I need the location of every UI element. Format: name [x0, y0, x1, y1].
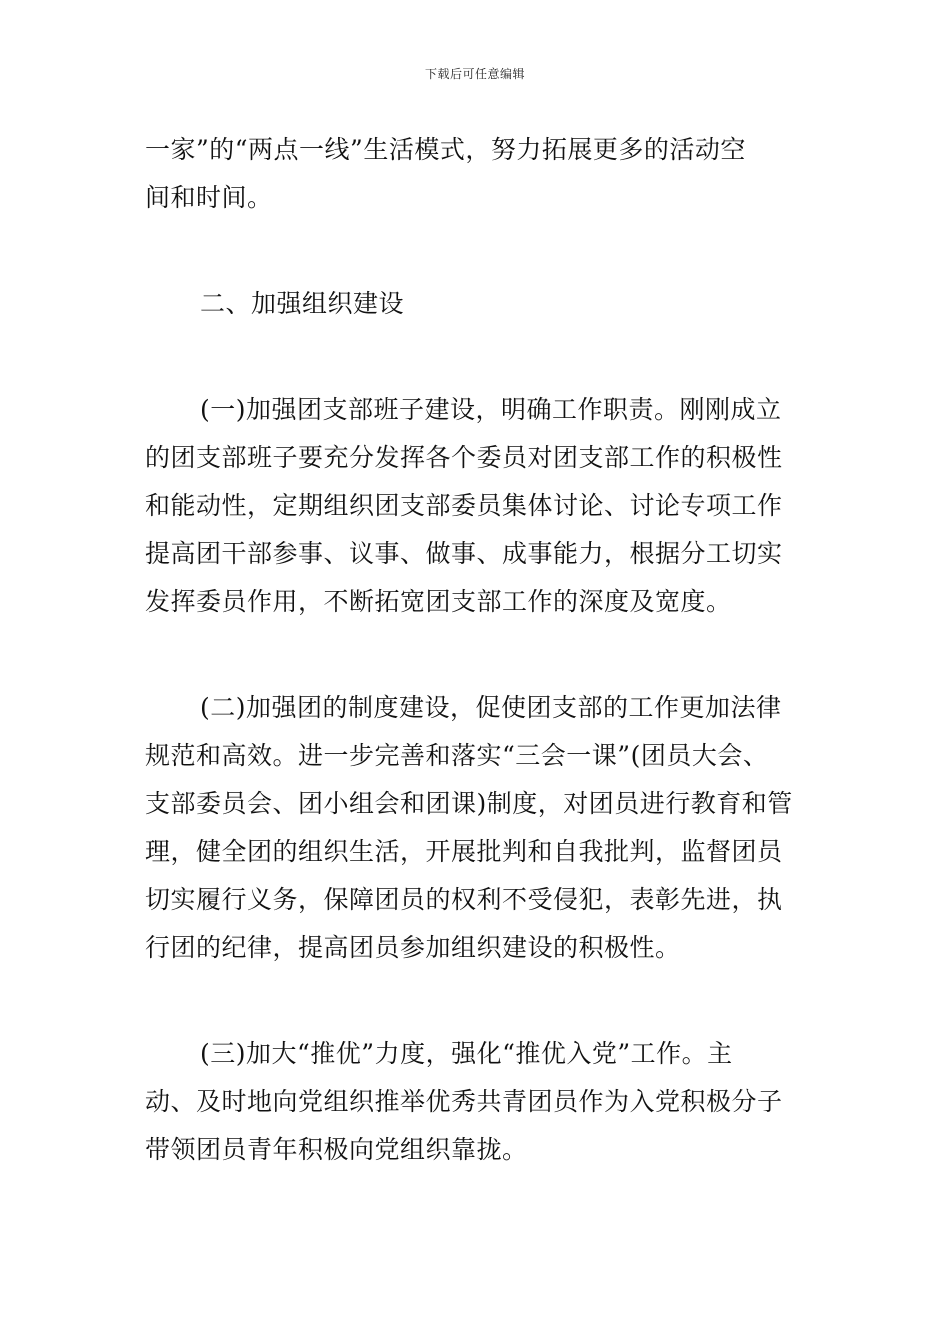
- text-line: 理，健全团的组织生活，开展批判和自我批判，监督团员: [145, 837, 783, 866]
- text-line: (一)加强团支部班子建设，明确工作职责。刚刚成立: [200, 395, 782, 424]
- text-line: 动、及时地向党组织推举优秀共青团员作为入党积极分子: [145, 1087, 783, 1116]
- text-line: 支部委员会、团小组会和团课)制度，对团员进行教育和管: [145, 789, 793, 818]
- text-line: 一家”的“两点一线”生活模式，努力拓展更多的活动空: [145, 135, 746, 164]
- paragraph-item-three: [145, 1030, 810, 1174]
- paragraph-gap: [145, 222, 810, 280]
- paragraph-gap: [145, 328, 810, 386]
- text-line: 发挥委员作用，不断拓宽团支部工作的深度及宽度。: [145, 587, 732, 616]
- text-line: 切实履行义务，保障团员的权利不受侵犯，表彰先进，执: [145, 885, 783, 914]
- heading-text: 二、加强组织建设: [200, 289, 405, 318]
- page-header: 下载后可任意编辑: [424, 67, 525, 81]
- text-line: 和能动性，定期组织团支部委员集体讨论、讨论专项工作: [145, 491, 783, 520]
- text-line: 规范和高效。进一步完善和落实“三会一课”(团员大会、: [145, 741, 769, 770]
- text-line: 行团的纪律，提高团员参加组织建设的积极性。: [145, 933, 681, 962]
- text-line: 提高团干部参事、议事、做事、成事能力，根据分工切实: [145, 539, 783, 568]
- paragraph-continuation: [145, 126, 810, 222]
- section-heading: [145, 280, 810, 328]
- paragraph-item-one: [145, 386, 810, 626]
- paragraph-item-two: [145, 684, 810, 972]
- text-line: 带领团员青年积极向党组织靠拢。: [145, 1135, 528, 1164]
- text-line: (三)加大“推优”力度，强化“推优入党”工作。主: [200, 1039, 733, 1068]
- text-line: 的团支部班子要充分发挥各个委员对团支部工作的积极性: [145, 443, 783, 472]
- text-line: (二)加强团的制度建设，促使团支部的工作更加法律: [200, 693, 782, 722]
- paragraph-gap: [145, 626, 810, 684]
- text-line: 间和时间。: [145, 183, 273, 212]
- paragraph-gap: [145, 972, 810, 1030]
- document-body: [145, 126, 810, 1174]
